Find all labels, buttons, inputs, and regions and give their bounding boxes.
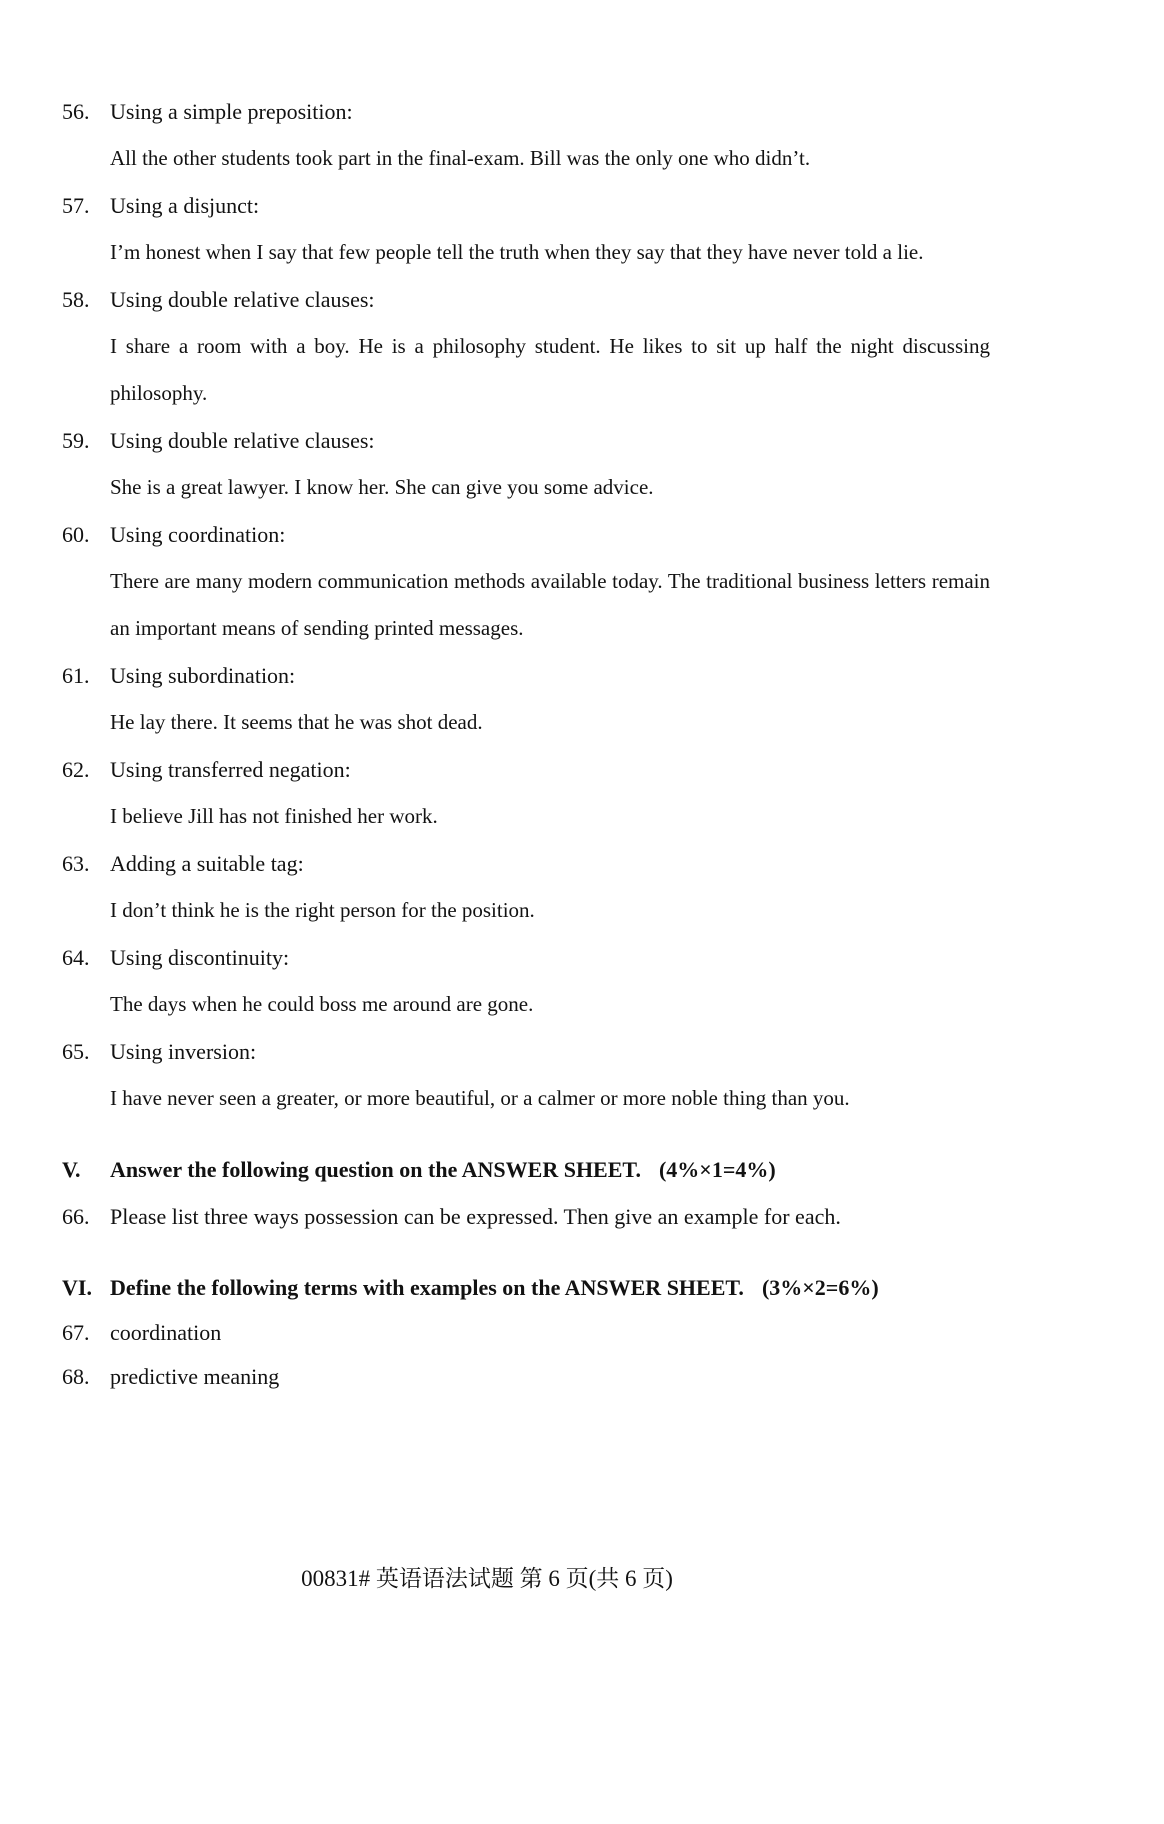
question-number: 66. [62, 1204, 90, 1229]
question-text: Please list three ways possession can be expressed. Then give an example for each. [110, 1204, 841, 1229]
question-example: I share a room with a boy. He is a philosophy student. He likes to sit up half the night discussing philosophy. [110, 334, 990, 405]
section-v-heading [62, 1146, 1164, 1193]
question-example: She is a great lawyer. I know her. She can give you some advice. [110, 475, 654, 499]
question-number: 67. [62, 1320, 90, 1345]
question-example: I believe Jill has not finished her work. [110, 804, 438, 828]
section-score: (3%×2=6%) [761, 1275, 879, 1300]
question-item-59 [62, 417, 1164, 511]
question-example: All the other students took part in the final-exam. Bill was the only one who didn’t. [110, 146, 811, 170]
question-number: 68. [62, 1364, 90, 1389]
question-number: 65. [62, 1039, 90, 1064]
question-item-61 [62, 652, 1164, 746]
footer-text: 00831# 英语语法试题 第 6 页(共 6 页) [301, 1566, 673, 1591]
question-prompt: Adding a suitable tag: [110, 851, 304, 876]
question-item-56 [62, 88, 1164, 182]
question-number: 56. [62, 99, 90, 124]
question-item-63 [62, 840, 1164, 934]
section-title: Define the following terms with examples on the ANSWER SHEET. [110, 1275, 744, 1300]
section-score: (4%×1=4%) [658, 1157, 776, 1182]
question-example: He lay there. It seems that he was shot dead. [110, 710, 483, 734]
question-prompt: Using discontinuity: [110, 945, 290, 970]
question-item-60 [62, 511, 1164, 652]
question-prompt: Using subordination: [110, 663, 296, 688]
section-title: Answer the following question on the ANSWER SHEET. [110, 1157, 641, 1182]
page-footer [0, 1560, 1164, 1593]
section-number: V. [62, 1157, 81, 1182]
question-number: 60. [62, 522, 90, 547]
question-example: I don’t think he is the right person for the position. [110, 898, 535, 922]
question-item-64 [62, 934, 1164, 1028]
question-item-58 [62, 276, 1164, 417]
section-vi-heading [62, 1264, 1164, 1311]
section-number: VI. [62, 1275, 92, 1300]
question-example: There are many modern communication methods available today. The traditional business letters remain an important means of sending printed messages. [110, 569, 990, 640]
question-item-66 [62, 1193, 1164, 1240]
question-item-65 [62, 1028, 1164, 1122]
question-item-67 [62, 1311, 1164, 1355]
question-prompt: Using double relative clauses: [110, 287, 375, 312]
question-prompt: Using transferred negation: [110, 757, 351, 782]
question-number: 62. [62, 757, 90, 782]
question-number: 57. [62, 193, 90, 218]
question-item-62 [62, 746, 1164, 840]
question-number: 63. [62, 851, 90, 876]
question-prompt: Using a disjunct: [110, 193, 260, 218]
question-number: 58. [62, 287, 90, 312]
question-example: I have never seen a greater, or more beautiful, or a calmer or more noble thing than you. [110, 1086, 850, 1110]
question-number: 64. [62, 945, 90, 970]
question-text: coordination [110, 1320, 222, 1345]
question-text: predictive meaning [110, 1364, 280, 1389]
question-example: The days when he could boss me around are gone. [110, 992, 534, 1016]
question-example: I’m honest when I say that few people tell the truth when they say that they have never told a lie. [110, 240, 924, 264]
question-number: 61. [62, 663, 90, 688]
question-item-68 [62, 1355, 1164, 1399]
question-prompt: Using coordination: [110, 522, 286, 547]
question-number: 59. [62, 428, 90, 453]
question-prompt: Using a simple preposition: [110, 99, 353, 124]
question-prompt: Using inversion: [110, 1039, 257, 1064]
question-item-57 [62, 182, 1164, 276]
question-prompt: Using double relative clauses: [110, 428, 375, 453]
